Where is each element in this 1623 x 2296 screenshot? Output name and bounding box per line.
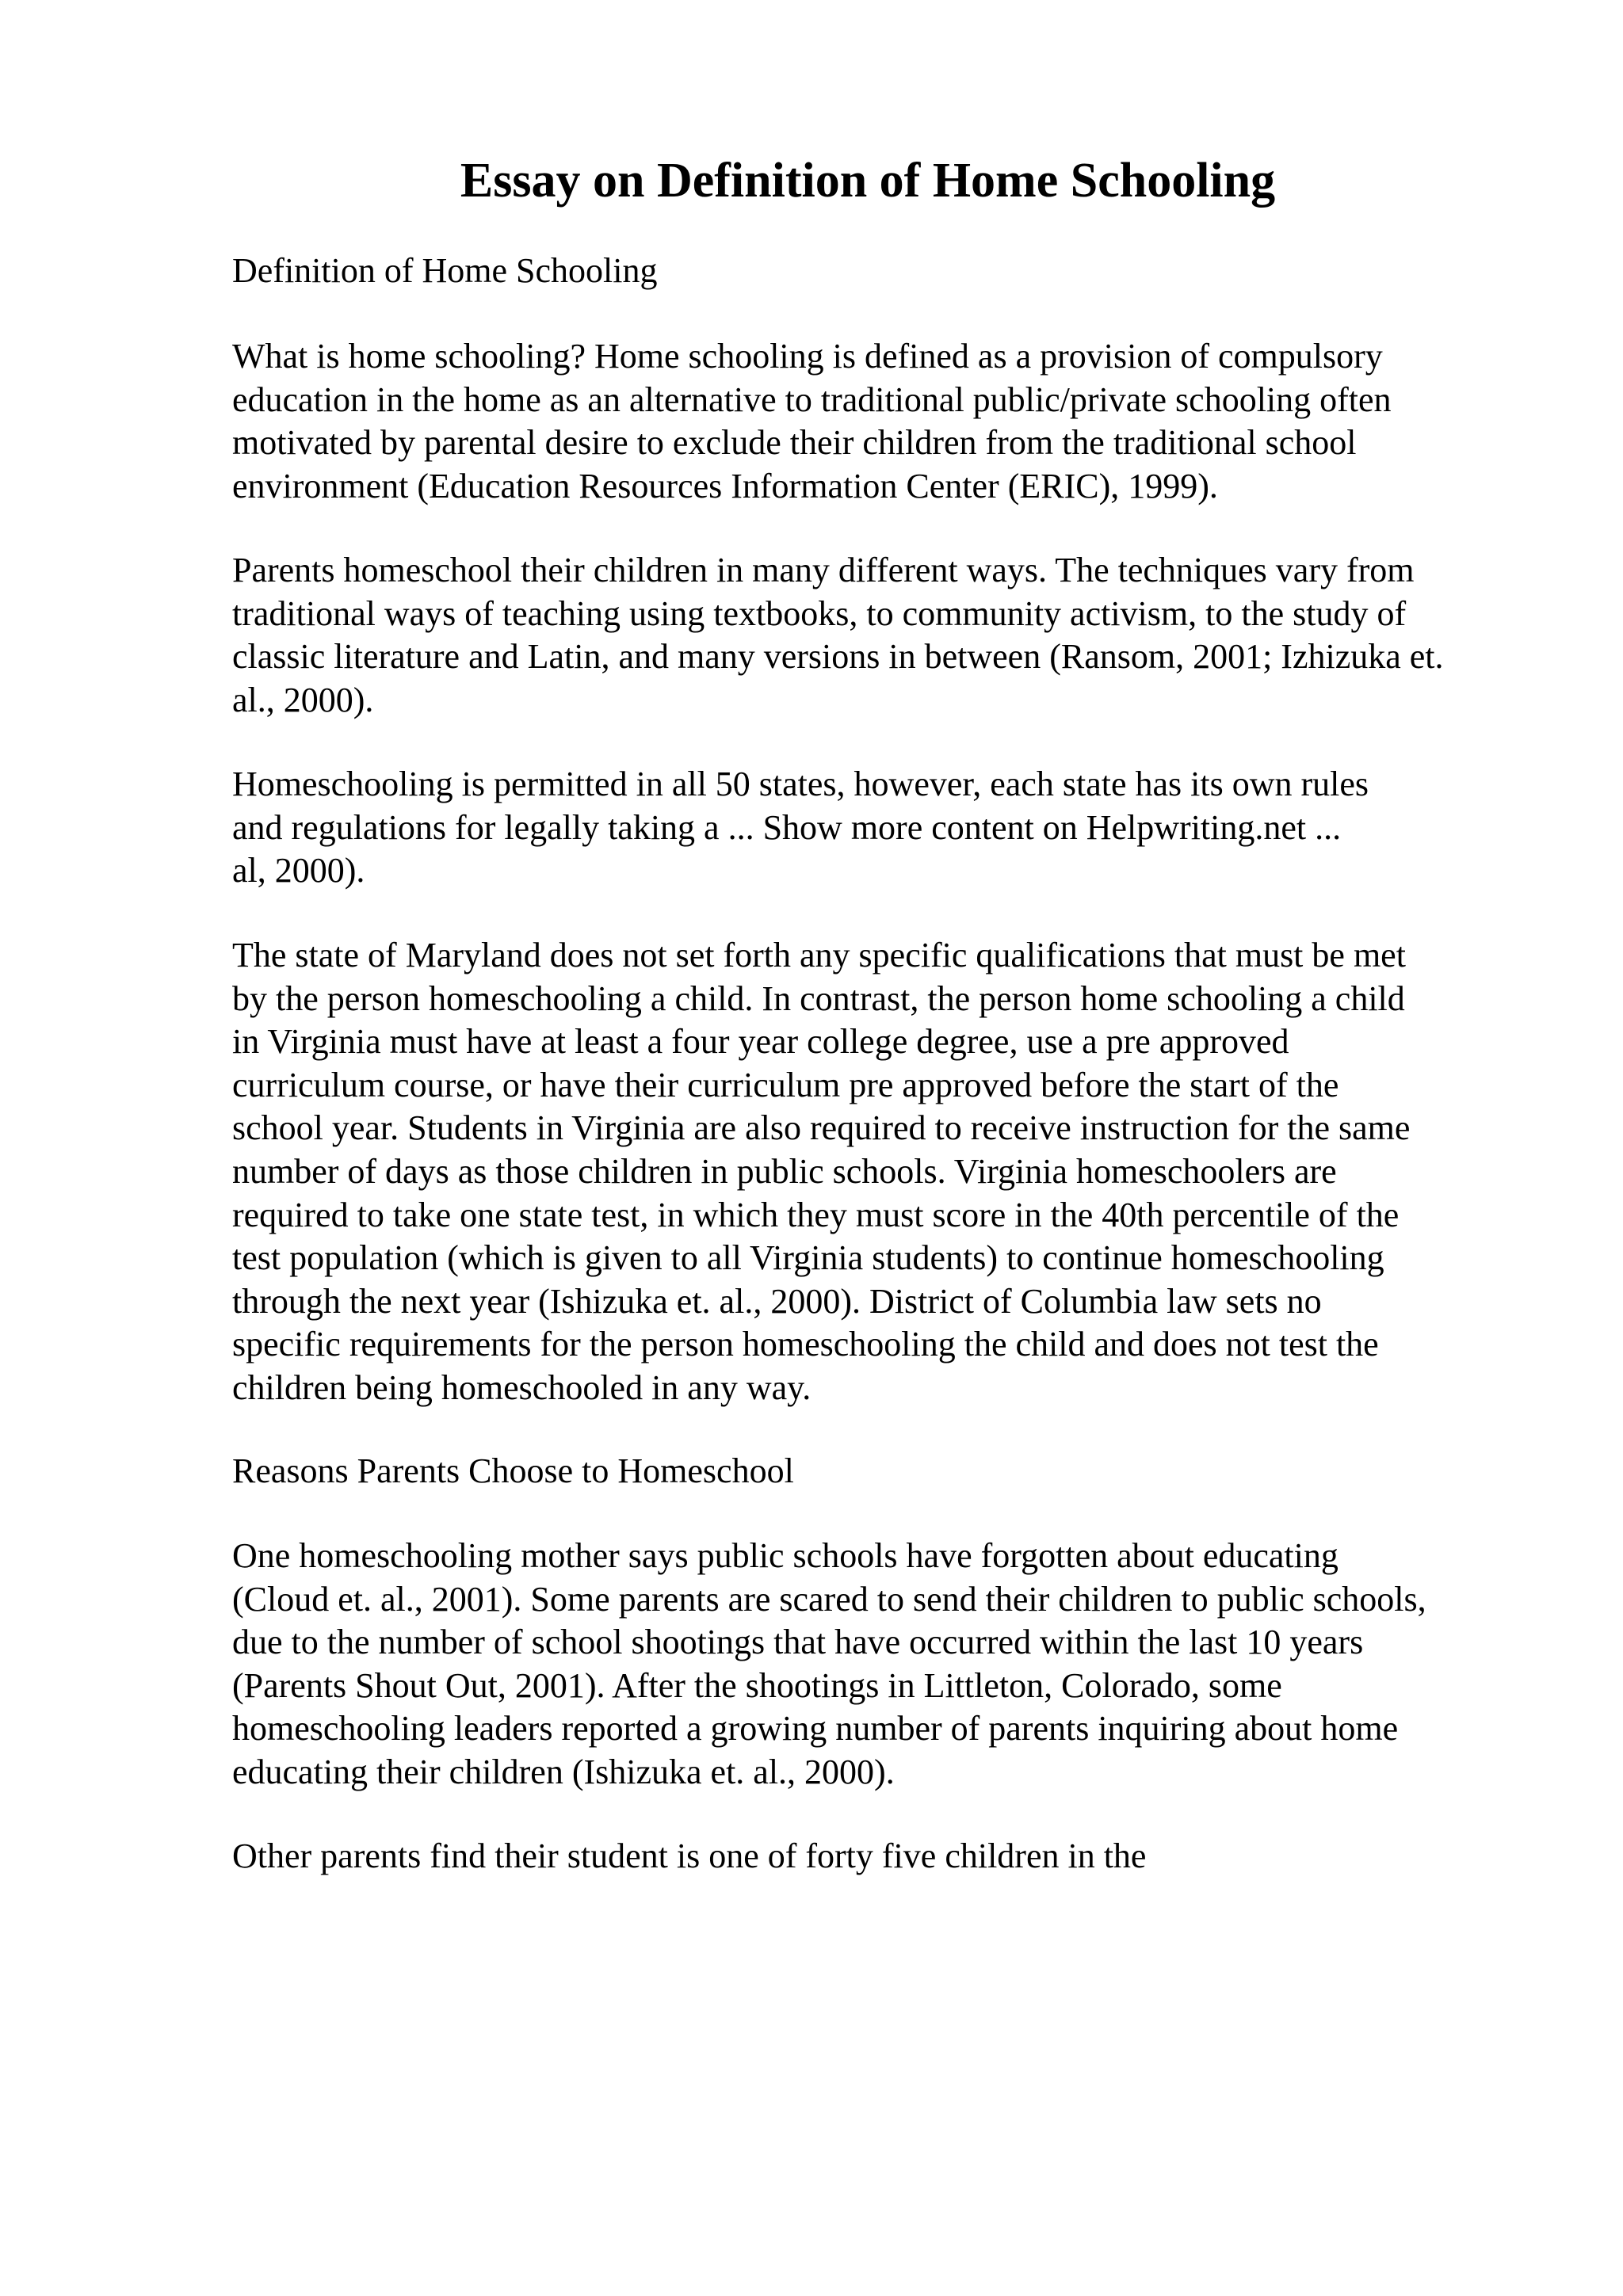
- text-line: Parents homeschool their children in many different ways. The techniques vary from: [232, 551, 1415, 589]
- paragraph-class-size: [232, 1835, 1548, 1878]
- text-line: One homeschooling mother says public schools have forgotten about educating: [232, 1536, 1338, 1575]
- section-heading-reasons: [232, 1450, 1548, 1493]
- text-line: required to take one state test, in which they must score in the 40th percentile of the: [232, 1195, 1400, 1234]
- paragraph-maryland-virginia: [232, 934, 1548, 1410]
- document-title: Essay on Definition of Home Schooling: [460, 154, 1276, 208]
- text-line: children being homeschooled in any way.: [232, 1367, 812, 1407]
- text-line: due to the number of school shootings that have occurred within the last 10 years: [232, 1623, 1364, 1662]
- text-line: by the person homeschooling a child. In contrast, the person home schooling a child: [232, 978, 1405, 1018]
- text-line: Reasons Parents Choose to Homeschool: [232, 1451, 794, 1490]
- paragraph-techniques: [232, 549, 1548, 722]
- text-line: What is home schooling? Home schooling is defined as a provision of compulsory: [232, 337, 1383, 376]
- text-line: and regulations for legally taking a ... Show more content on Helpwriting.net ...: [232, 807, 1342, 847]
- text-line: school year. Students in Virginia are also required to receive instruction for the same: [232, 1108, 1411, 1148]
- text-line: environment (Education Resources Information Center (ERIC), 1999).: [232, 466, 1218, 505]
- text-line: motivated by parental desire to exclude their children from the traditional school: [232, 423, 1357, 463]
- paragraph-reasons: [232, 1535, 1548, 1794]
- paragraph-states: [232, 763, 1548, 893]
- text-line: homeschooling leaders reported a growing number of parents inquiring about home: [232, 1709, 1399, 1749]
- text-line: in Virginia must have at least a four year college degree, use a pre approved: [232, 1022, 1289, 1062]
- text-line: al., 2000).: [232, 680, 374, 719]
- text-line: (Parents Shout Out, 2001). After the shootings in Littleton, Colorado, some: [232, 1665, 1282, 1705]
- text-line: educating their children (Ishizuka et. al., 2000).: [232, 1752, 895, 1791]
- text-line: al, 2000).: [232, 851, 365, 891]
- text-line: test population (which is given to all Virginia students) to continue homeschooling: [232, 1238, 1384, 1278]
- text-line: education in the home as an alternative to traditional public/private schooling often: [232, 379, 1392, 419]
- text-line: Homeschooling is permitted in all 50 states, however, each state has its own rules: [232, 765, 1369, 803]
- text-line: The state of Maryland does not set forth any specific qualifications that must be met: [232, 936, 1406, 974]
- text-line: specific requirements for the person homeschooling the child and does not test the: [232, 1325, 1379, 1364]
- text-line: (Cloud et. al., 2001). Some parents are scared to send their children to public schools,: [232, 1579, 1426, 1619]
- text-line: classic literature and Latin, and many versions in between (Ransom, 2001; Izhizuka et.: [232, 637, 1444, 677]
- text-line: Definition of Home Schooling: [232, 251, 658, 290]
- paragraph-definition: [232, 335, 1548, 508]
- section-heading-definition: [232, 250, 1548, 293]
- text-line: through the next year (Ishizuka et. al., 2000). District of Columbia law sets no: [232, 1281, 1322, 1321]
- text-line: number of days as those children in public schools. Virginia homeschoolers are: [232, 1151, 1337, 1191]
- text-line: traditional ways of teaching using textbooks, to community activism, to the study of: [232, 593, 1407, 633]
- text-line: Other parents find their student is one of forty five children in the: [232, 1836, 1147, 1875]
- text-line: curriculum course, or have their curriculum pre approved before the start of the: [232, 1065, 1339, 1104]
